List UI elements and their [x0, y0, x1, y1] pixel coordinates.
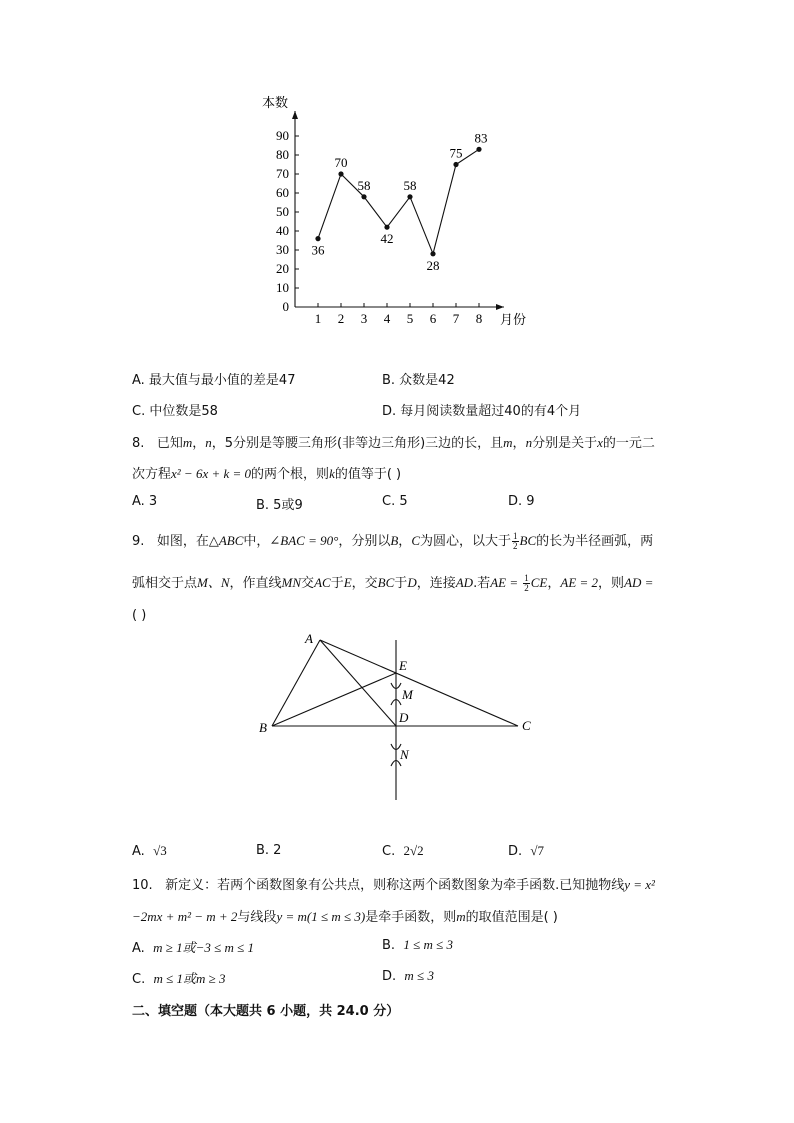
q9-triangle: △ABC	[208, 533, 244, 548]
data-point	[430, 251, 435, 256]
option-value: m ≤ 1或m ≥ 3	[153, 971, 226, 986]
q9-point-d: D	[407, 575, 417, 590]
q10-text: 新定义：若两个函数图象有公共点，则称这两个函数图象为牵手函数.已知抛物线	[165, 878, 625, 893]
q9-seg-bc: BC	[519, 533, 537, 548]
data-point	[407, 194, 412, 199]
q9-option-a[interactable]	[132, 843, 167, 859]
x-tick-label: 6	[429, 311, 437, 326]
data-label: 28	[426, 257, 440, 273]
q8-text: 的两个根，则	[251, 467, 330, 482]
q7-option-a[interactable]: A. 最大值与最小值的差是47	[132, 373, 296, 388]
y-tick-label: 0	[282, 299, 289, 314]
label-a: A	[305, 631, 313, 646]
label-c: C	[522, 718, 531, 733]
q8-option-c[interactable]: C. 5	[382, 494, 408, 509]
line-chart	[250, 88, 550, 338]
x-tick-label: 1	[314, 311, 322, 326]
q9-ae-value: AE = 2	[560, 575, 599, 590]
q8-text: 次方程	[132, 467, 172, 482]
option-value: m ≥ 1或−3 ≤ m ≤ 1	[153, 940, 255, 955]
q9-fraction: $\frac{1}{2}$	[524, 573, 529, 593]
x-axis-arrow	[496, 304, 504, 310]
q9-ae: AE =	[490, 575, 519, 590]
data-label: 83	[474, 130, 488, 146]
option-letter: C.	[132, 972, 146, 987]
option-letter: A.	[132, 844, 145, 859]
q8-var-m: m	[182, 435, 193, 450]
q10-text: 与线段	[237, 910, 277, 925]
q10-option-a[interactable]	[132, 937, 254, 956]
data-label: 42	[380, 231, 394, 247]
q9-seg-bc: BC	[377, 575, 395, 590]
y-tick-label: 90	[276, 128, 289, 143]
data-point	[338, 171, 343, 176]
x-tick-label: 8	[475, 311, 483, 326]
q8-var-x: x	[597, 435, 603, 450]
q8-text: 的一元二	[602, 436, 655, 451]
q8-number: 8.	[132, 436, 145, 451]
y-tick-label: 30	[276, 242, 289, 257]
x-axis-label: 月份	[500, 313, 527, 328]
q8-comma: ，	[192, 436, 206, 451]
q10-segment: y = m(1 ≤ m ≤ 3)	[276, 909, 366, 924]
q9-text: 弧相交于点	[132, 576, 198, 591]
q9-point-e: E	[343, 575, 352, 590]
data-label: 75	[449, 145, 463, 161]
q9-text: 中，	[243, 534, 270, 549]
q9-text: ，则	[598, 576, 625, 591]
y-axis-label: 本数	[262, 96, 289, 111]
option-letter: D.	[382, 969, 397, 984]
data-point	[476, 147, 481, 152]
label-n: N	[400, 747, 409, 762]
y-tick-label: 50	[276, 204, 289, 219]
y-tick-label: 80	[276, 147, 289, 162]
x-tick-label: 3	[360, 311, 368, 326]
q9-answer-paren: ( )	[132, 608, 147, 623]
option-letter: D.	[508, 844, 523, 859]
q8-text: 分别是关于	[532, 436, 598, 451]
data-point	[361, 194, 366, 199]
data-point	[315, 236, 320, 241]
q8-option-d[interactable]: D. 9	[508, 494, 535, 509]
q10-text: 的取值范围是( )	[465, 910, 558, 925]
q10-option-c[interactable]	[132, 968, 226, 987]
q9-seg-ce: CE	[530, 575, 548, 590]
q9-seg-ad: AD	[455, 575, 474, 590]
q10-line2	[132, 906, 558, 925]
q8-equation: x² − 6x + k = 0	[171, 466, 252, 481]
option-letter: B.	[382, 938, 396, 953]
q9-option-c[interactable]	[382, 843, 424, 859]
q9-ad: AD =	[624, 575, 654, 590]
option-value: √7	[530, 843, 545, 858]
data-label: 58	[403, 177, 417, 193]
option-letter: A.	[132, 941, 145, 956]
q9-text: 如图，在	[156, 534, 209, 549]
x-tick-label: 4	[383, 311, 391, 326]
q9-line-mn: MN	[281, 575, 302, 590]
option-value: m ≤ 3	[404, 968, 434, 983]
q9-text: 的长为半径画弧，两	[536, 534, 654, 549]
label-d: D	[399, 710, 409, 725]
y-tick-label: 40	[276, 223, 289, 238]
q10-text: 是牵手函数，则	[365, 910, 457, 925]
option-value: √3	[153, 843, 167, 858]
option-value: 1 ≤ m ≤ 3	[403, 937, 453, 952]
label-b: B	[259, 720, 267, 735]
chart-series	[312, 130, 488, 272]
q9-angle: ∠BAC = 90°	[269, 533, 339, 548]
segment-ab	[272, 640, 320, 726]
x-tick-label: 7	[452, 311, 460, 326]
y-tick-label: 10	[276, 280, 289, 295]
q9-seg-ac: AC	[314, 575, 331, 590]
q9-text: 为圆心，以大于	[419, 534, 511, 549]
triangle-figure	[250, 626, 550, 806]
label-m: M	[402, 687, 413, 702]
q10-parabola-rest: −2mx + m² − m + 2	[132, 909, 238, 924]
y-tick-label: 70	[276, 166, 289, 181]
q10-number: 10.	[132, 878, 153, 893]
q8-var-n: n	[205, 435, 212, 450]
q8-option-b[interactable]: B. 5或9	[256, 498, 303, 513]
q7-option-c[interactable]: C. 中位数是58	[132, 404, 218, 419]
q9-text: 交	[301, 576, 315, 591]
q8-text: 已知	[156, 436, 183, 451]
option-value: 2√2	[403, 843, 424, 858]
label-e: E	[399, 658, 407, 673]
q7-option-b[interactable]: B. 众数是42	[382, 373, 455, 388]
x-tick-label: 2	[337, 311, 345, 326]
q9-text: ，分别以	[338, 534, 391, 549]
q8-text: ，5分别是等腰三角形(非等边三角形)三边的长，且	[211, 436, 504, 451]
segment-ac	[320, 640, 518, 726]
q10-var-m: m	[456, 909, 466, 924]
q8-line2	[132, 463, 401, 482]
q9-number: 9.	[132, 534, 145, 549]
q9-points-mn: M、N	[197, 575, 230, 590]
data-label: 58	[357, 177, 371, 193]
q8-text: 的值等于( )	[334, 467, 402, 482]
data-point	[384, 225, 389, 230]
q10-parabola-start: y = x²	[624, 877, 655, 892]
y-tick-label: 60	[276, 185, 289, 200]
q8-var-m: m	[503, 435, 513, 450]
q8-option-a[interactable]: A. 3	[132, 494, 158, 509]
y-tick-label: 20	[276, 261, 289, 276]
q9-option-b[interactable]: B. 2	[256, 843, 282, 858]
q8-var-n: n	[525, 435, 533, 450]
q9-text: ，	[547, 576, 561, 591]
data-label: 70	[334, 155, 348, 170]
option-letter: C.	[382, 844, 396, 859]
q7-option-d[interactable]: D. 每月阅读数量超过40的有4个月	[382, 404, 582, 419]
chart-axes	[292, 111, 504, 310]
segment-be	[272, 673, 396, 726]
q9-line2	[132, 572, 653, 593]
data-point	[453, 162, 458, 167]
y-axis-arrow	[292, 111, 298, 119]
q10-option-d[interactable]	[382, 968, 434, 984]
q9-text: ，交	[351, 576, 378, 591]
q9-text: 于	[394, 576, 408, 591]
q9-text: 于	[330, 576, 344, 591]
data-label: 36	[311, 242, 325, 258]
q9-text: ，作直线	[229, 576, 282, 591]
q9-fraction: $\frac{1}{2}$	[513, 531, 518, 551]
q10-line1	[132, 874, 655, 893]
q9-option-d[interactable]	[508, 843, 544, 859]
q8-line1: 8. 已知m，n，5分别是等腰三角形(非等边三角形)三边的长，且m，n分别是关于x的一元二	[132, 435, 655, 451]
q8-var-k: k	[329, 466, 335, 481]
x-tick-label: 5	[406, 311, 414, 326]
q10-option-b[interactable]	[382, 937, 453, 953]
q9-text: .若	[473, 576, 491, 591]
section-heading-fill-in: 二、填空题（本大题共 6 小题，共 24.0 分）	[132, 1004, 400, 1019]
q9-text: ，连接	[416, 576, 456, 591]
q9-line1: 9. 如图，在△ABC中，∠BAC = 90°，分别以B，C为圆心，以大于 $\frac{1}{2}$ BC的长为半径画弧，两	[132, 531, 654, 551]
segment-ad	[320, 640, 396, 726]
